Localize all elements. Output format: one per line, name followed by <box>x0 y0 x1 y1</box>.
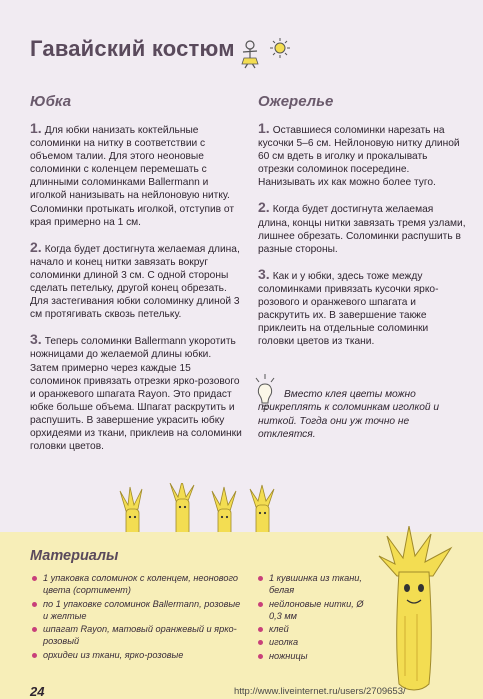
list-item: орхидеи из ткани, ярко-розовые <box>30 649 245 661</box>
necklace-steps <box>258 122 466 360</box>
skirt-step-1: 1. Для юбки нанизать коктейльные соломинки на нитку в соответствии с объемом талии. Для этого неоновые соломинки с коленцем перемешать с длинными соломинками Ballermann и иголкой нанизывать на нейлоновую нитку. Соломинки протыкать иголкой, отступив от края примерно на 1 см. <box>30 120 235 228</box>
skirt-heading: Юбка <box>30 93 72 110</box>
list-item: 1 кувшинка из ткани, белая <box>256 572 374 597</box>
watermark-url: http://www.liveinternet.ru/users/2709653/ <box>234 686 406 697</box>
skirt-step-3: 3. Теперь соломинки Ballermann укоротить ножницами до желаемой длины юбки. Затем примерно через каждые 15 соломинок привязать отрезки ярко-розового и оранжевого шпагата Rayon. Это придаст юбке больше объема. Шпагат раскрутить и распушить. В завершение украсить юбку орхидеями из ткани, приклеив на соломинки головки цветов. <box>30 331 242 453</box>
materials-list-left <box>30 572 245 662</box>
big-straw-character-illustration <box>373 526 461 696</box>
skirt-steps <box>30 122 242 465</box>
necklace-step-3: 3. Как и у юбки, здесь тоже между соломинками привязать кусочки ярко-розового и оранжевого шпагата и раскрутить их. В завершение также приклеить на отдельные соломинки головки цветов из ткани. <box>258 265 439 348</box>
page-number: 24 <box>30 684 45 699</box>
list-item: ножницы <box>256 650 374 662</box>
list-item: шпагат Rayon, матовый оранжевый и ярко-розовый <box>30 623 245 648</box>
list-item: клей <box>256 623 374 635</box>
page-title: Гавайский костюм <box>30 36 235 61</box>
materials-heading: Материалы <box>30 548 119 564</box>
necklace-step-2: 2. Когда будет достигнута желаемая длина, концы нитки завязать тремя узлами, лишнее обрезать. Соломинки распушить в разные стороны. <box>258 199 466 255</box>
list-item: иголка <box>256 636 374 648</box>
stick-figure-sun-icon <box>236 36 296 70</box>
necklace-heading: Ожерелье <box>258 93 334 110</box>
necklace-step-1: 1. Оставшиеся соломинки нарезать на кусочки 5–6 см. Нейлоновую нитку длиной 60 см вдеть в иголку и прокалывать отрезки соломинок посередине. Нанизывать их как можно более туго. <box>258 120 460 189</box>
list-item: по 1 упаковке соломинок Ballermann, розовые и желтые <box>30 598 245 623</box>
tip-note: Вместо клея цветы можно прикреплять к соломинкам иголкой и ниткой. Тогда они уж точно не отклеятся. <box>258 389 440 440</box>
list-item: 1 упаковка соломинок с коленцем, неонового цвета (сортимент) <box>30 572 245 597</box>
materials-list-right <box>256 572 374 663</box>
list-item: нейлоновые нитки, Ø 0,3 мм <box>256 598 374 623</box>
skirt-step-2: 2. Когда будет достигнута желаемая длина, начало и конец нитки завязать вокруг соломинки длиной 3 см. С одной стороны сделать петельку, другой конец обрезать. Для застегивания юбки соломинку длиной 3 см протягивать сквозь петельку. <box>30 238 240 321</box>
